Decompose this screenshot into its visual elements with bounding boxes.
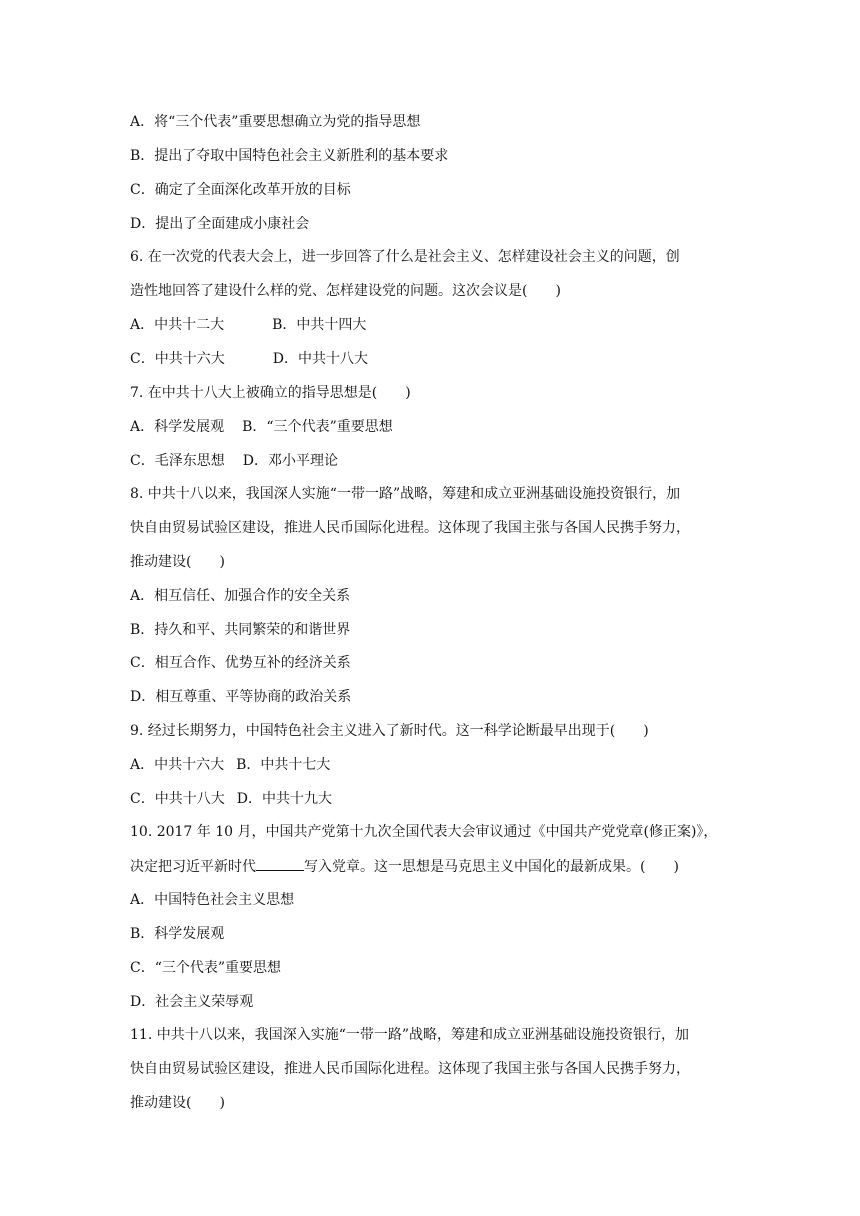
q8-option-d: D．相互尊重、平等协商的政治关系 xyxy=(130,689,352,705)
q5-option-c: C．确定了全面深化改革开放的目标 xyxy=(130,182,351,198)
q8-option-b: B．持久和平、共同繁荣的和谐世界 xyxy=(130,622,351,638)
q6-options-row2 xyxy=(130,350,740,368)
q6-option-a: A．中共十二大 xyxy=(130,317,225,333)
q6-stem-line2: 造性地回答了建设什么样的党、怎样建设党的问题。这次会议是( ) xyxy=(130,283,561,299)
q8-stem-line2: 快自由贸易试验区建设，推进人民币国际化进程。这体现了我国主张与各国人民携手努力， xyxy=(130,520,690,536)
q7-option-a: A．科学发展观 xyxy=(130,419,225,435)
q6-stem-line1: 6. 在一次党的代表大会上，进一步回答了什么是社会主义、怎样建设社会主义的问题，创 xyxy=(130,249,680,265)
q10-option-c: C．“三个代表”重要思想 xyxy=(130,960,282,976)
q11-stem-line2: 快自由贸易试验区建设，推进人民币国际化进程。这体现了我国主张与各国人民携手努力， xyxy=(130,1061,690,1077)
q5-option-a: A．将“三个代表”重要思想确立为党的指导思想 xyxy=(130,114,421,130)
q9-option-b: B．中共十七大 xyxy=(236,757,331,773)
q8-stem-line3: 推动建设( ) xyxy=(130,554,225,570)
q7-option-b: B．“三个代表”重要思想 xyxy=(242,419,393,435)
q8-option-c: C．相互合作、优势互补的经济关系 xyxy=(130,655,351,671)
q5-option-b: B．提出了夺取中国特色社会主义新胜利的基本要求 xyxy=(130,148,449,164)
q10-option-d: D．社会主义荣辱观 xyxy=(130,994,254,1010)
q5-option-d: D．提出了全面建成小康社会 xyxy=(130,216,310,232)
q8-stem-line1: 8. 中共十八以来，我国深人实施“一带一路”战略，筹建和成立亚洲基础设施投资银行，加 xyxy=(130,486,681,502)
q10-option-a: A．中国特色社会主义思想 xyxy=(130,892,295,908)
q9-option-a: A．中共十六大 xyxy=(130,757,225,773)
q11-stem-line3: 推动建设( ) xyxy=(130,1095,225,1111)
q10-stem-line1: 10. 2017 年 10 月，中国共产党第十九次全国代表大会审议通过《中国共产党党章(修正案)》， xyxy=(130,824,718,840)
q7-stem: 7. 在中共十八大上被确立的指导思想是( ) xyxy=(130,385,411,401)
q6-option-c: C．中共十六大 xyxy=(130,351,225,367)
q7-options-row1 xyxy=(130,418,740,436)
q10-line2-post: 写入党章。这一思想是马克思主义中国化的最新成果。( ) xyxy=(304,859,679,875)
q9-options-row2 xyxy=(130,790,740,808)
q7-option-c: C．毛泽东思想 xyxy=(130,453,225,469)
q10-option-b: B．科学发展观 xyxy=(130,926,225,942)
answer-blank xyxy=(256,857,304,871)
q9-option-c: C．中共十八大 xyxy=(130,791,225,807)
q9-option-d: D．中共十九大 xyxy=(236,791,332,807)
q9-options-row1 xyxy=(130,756,740,774)
q7-option-d: D．邓小平理论 xyxy=(242,453,338,469)
q10-stem-line2 xyxy=(130,857,740,876)
q8-option-a: A．相互信任、加强合作的安全关系 xyxy=(130,588,351,604)
q9-stem: 9. 经过长期努力，中国特色社会主义进入了新时代。这一科学论断最早出现于( ) xyxy=(130,723,649,739)
q10-line2-pre: 决定把习近平新时代 xyxy=(130,859,256,875)
q6-options-row1 xyxy=(130,316,740,334)
q6-option-d: D．中共十八大 xyxy=(272,351,368,367)
q6-option-b: B．中共十四大 xyxy=(272,317,367,333)
q7-options-row2 xyxy=(130,452,740,470)
q11-stem-line1: 11. 中共十八以来，我国深入实施“一带一路”战略，筹建和成立亚洲基础设施投资银行，加 xyxy=(130,1027,690,1043)
